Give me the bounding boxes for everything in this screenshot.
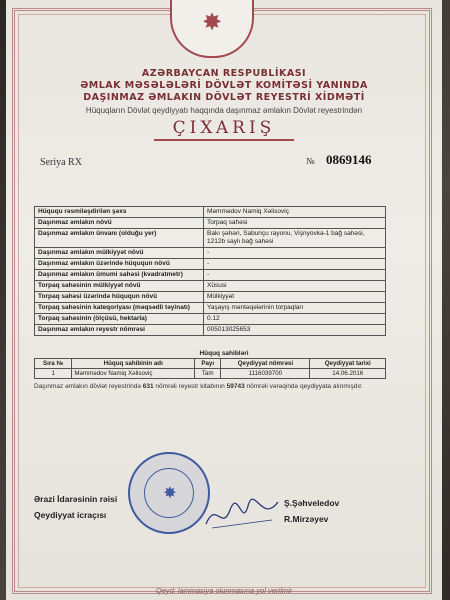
owners-cell: Məmmədov Namiq Xəlisoviç [72,369,195,379]
details-value: Yaşayış məntəqələrinin torpaqları [204,303,386,314]
details-row [35,259,386,270]
title-underline [154,139,294,141]
note-part-3: nömrəli vərəqində qeydiyyata alınmışdır. [246,383,363,390]
owners-table [34,358,386,379]
details-key: Daşınmaz əmlakın növü [35,218,204,229]
signatory-name-1: Ş.Şəhveledov [284,498,340,508]
details-key: Daşınmaz əmlakın üzərində hüququn növü [35,259,204,270]
details-value: - [204,270,386,281]
details-row [35,270,386,281]
details-row [35,207,386,218]
owners-cell: Tam [195,369,221,379]
number-sign: № [306,156,315,166]
owners-column-header: Hüquq sahibinin adı [72,359,195,369]
series-label: Seriya RX [40,157,82,168]
details-row [35,303,386,314]
owners-row [35,369,386,379]
header-line-1: AZƏRBAYCAN RESPUBLİKASI [141,68,307,79]
document-title: ÇIXARIŞ [172,118,276,138]
seal-inner-ring [144,468,194,518]
header-subtitle: Hüquqların Dövlət qeydiyyatı haqqında daşınmaz əmlakın Dövlət reyestrindən [85,106,363,115]
details-row [35,325,386,336]
note-part-2: nömrəli reyestr kitabının [155,383,225,390]
footer-note: Qeyd: laminasiya olunmasına yol verilmir [155,586,293,595]
details-row [35,314,386,325]
details-row [35,218,386,229]
details-key: Daşınmaz əmlakın mülkiyyət növü [35,248,204,259]
details-value: 005013025653 [204,325,386,336]
owners-title: Hüquq sahibləri [199,350,249,357]
details-value: - [204,259,386,270]
signatory-role-1: Ərazi İdarəsinin rəisi [34,494,118,504]
emblem-star-icon: ✸ [201,8,223,36]
official-seal-icon [128,452,210,534]
details-value: Xüsusi [204,281,386,292]
handwritten-signature [202,494,282,534]
details-value: Bakı şəhəri, Sabunçu rayonu, Vişnyovka-1 bağ sahəsi, 1212b saylı bağ sahəsi [204,229,386,248]
details-table [34,206,386,336]
details-key: Daşınmaz əmlakın ünvanı (olduğu yer) [35,229,204,248]
details-key: Hüququ rəsmiləşdirilən şəxs [35,207,204,218]
owners-cell: 1 [35,369,72,379]
details-row [35,229,386,248]
details-key: Daşınmaz əmlakın ümumi sahəsi (kvadratmetr) [35,270,204,281]
details-key: Torpaq sahəsinin mülkiyyət növü [35,281,204,292]
details-row [35,281,386,292]
details-key: Torpaq sahəsinin (ölçüsü, hektarla) [35,314,204,325]
details-value: - [204,248,386,259]
note-book-number: 631 [142,383,154,390]
note-part-1: Daşınmaz əmlakın dövlət reyestrində [34,383,141,390]
owners-column-header: Sıra № [35,359,72,369]
seal-emblem-icon: ✸ [163,483,177,502]
owners-column-header: Qeydiyyat tarixi [310,359,386,369]
details-key: Torpaq sahəsinin kateqoriyası (məqsədli təyinatı) [35,303,204,314]
details-key: Torpaq sahəsi üzərində hüququn növü [35,292,204,303]
details-row [35,292,386,303]
details-key: Daşınmaz əmlakın reyestr nömrəsi [35,325,204,336]
details-value: 0.12 [204,314,386,325]
owners-column-header: Qeydiyyat nömrəsi [221,359,310,369]
header-line-2: ƏMLAK MƏSƏLƏLƏRİ DÖVLƏT KOMİTƏSİ YANINDA [80,80,368,91]
details-value: Məmmədov Namiq Xəlisoviç [204,207,386,218]
owners-cell: 1116039700 [221,369,310,379]
details-value: Mülkiyyət [204,292,386,303]
details-value: Torpaq sahəsi [204,218,386,229]
registration-note [34,382,386,391]
owners-cell: 14.06.2016 [310,369,386,379]
details-row [35,248,386,259]
signatory-role-2: Qeydiyyat icraçısı [34,510,107,520]
header-line-3: DAŞINMAZ ƏMLAKIN DÖVLƏT REYESTRİ XİDMƏTİ [83,92,365,103]
signatory-name-2: R.Mirzəyev [284,514,329,524]
document-sheet [6,0,442,600]
note-page-number: 59743 [226,383,245,390]
document-number: 0869146 [326,152,372,167]
owners-column-header: Payı [195,359,221,369]
